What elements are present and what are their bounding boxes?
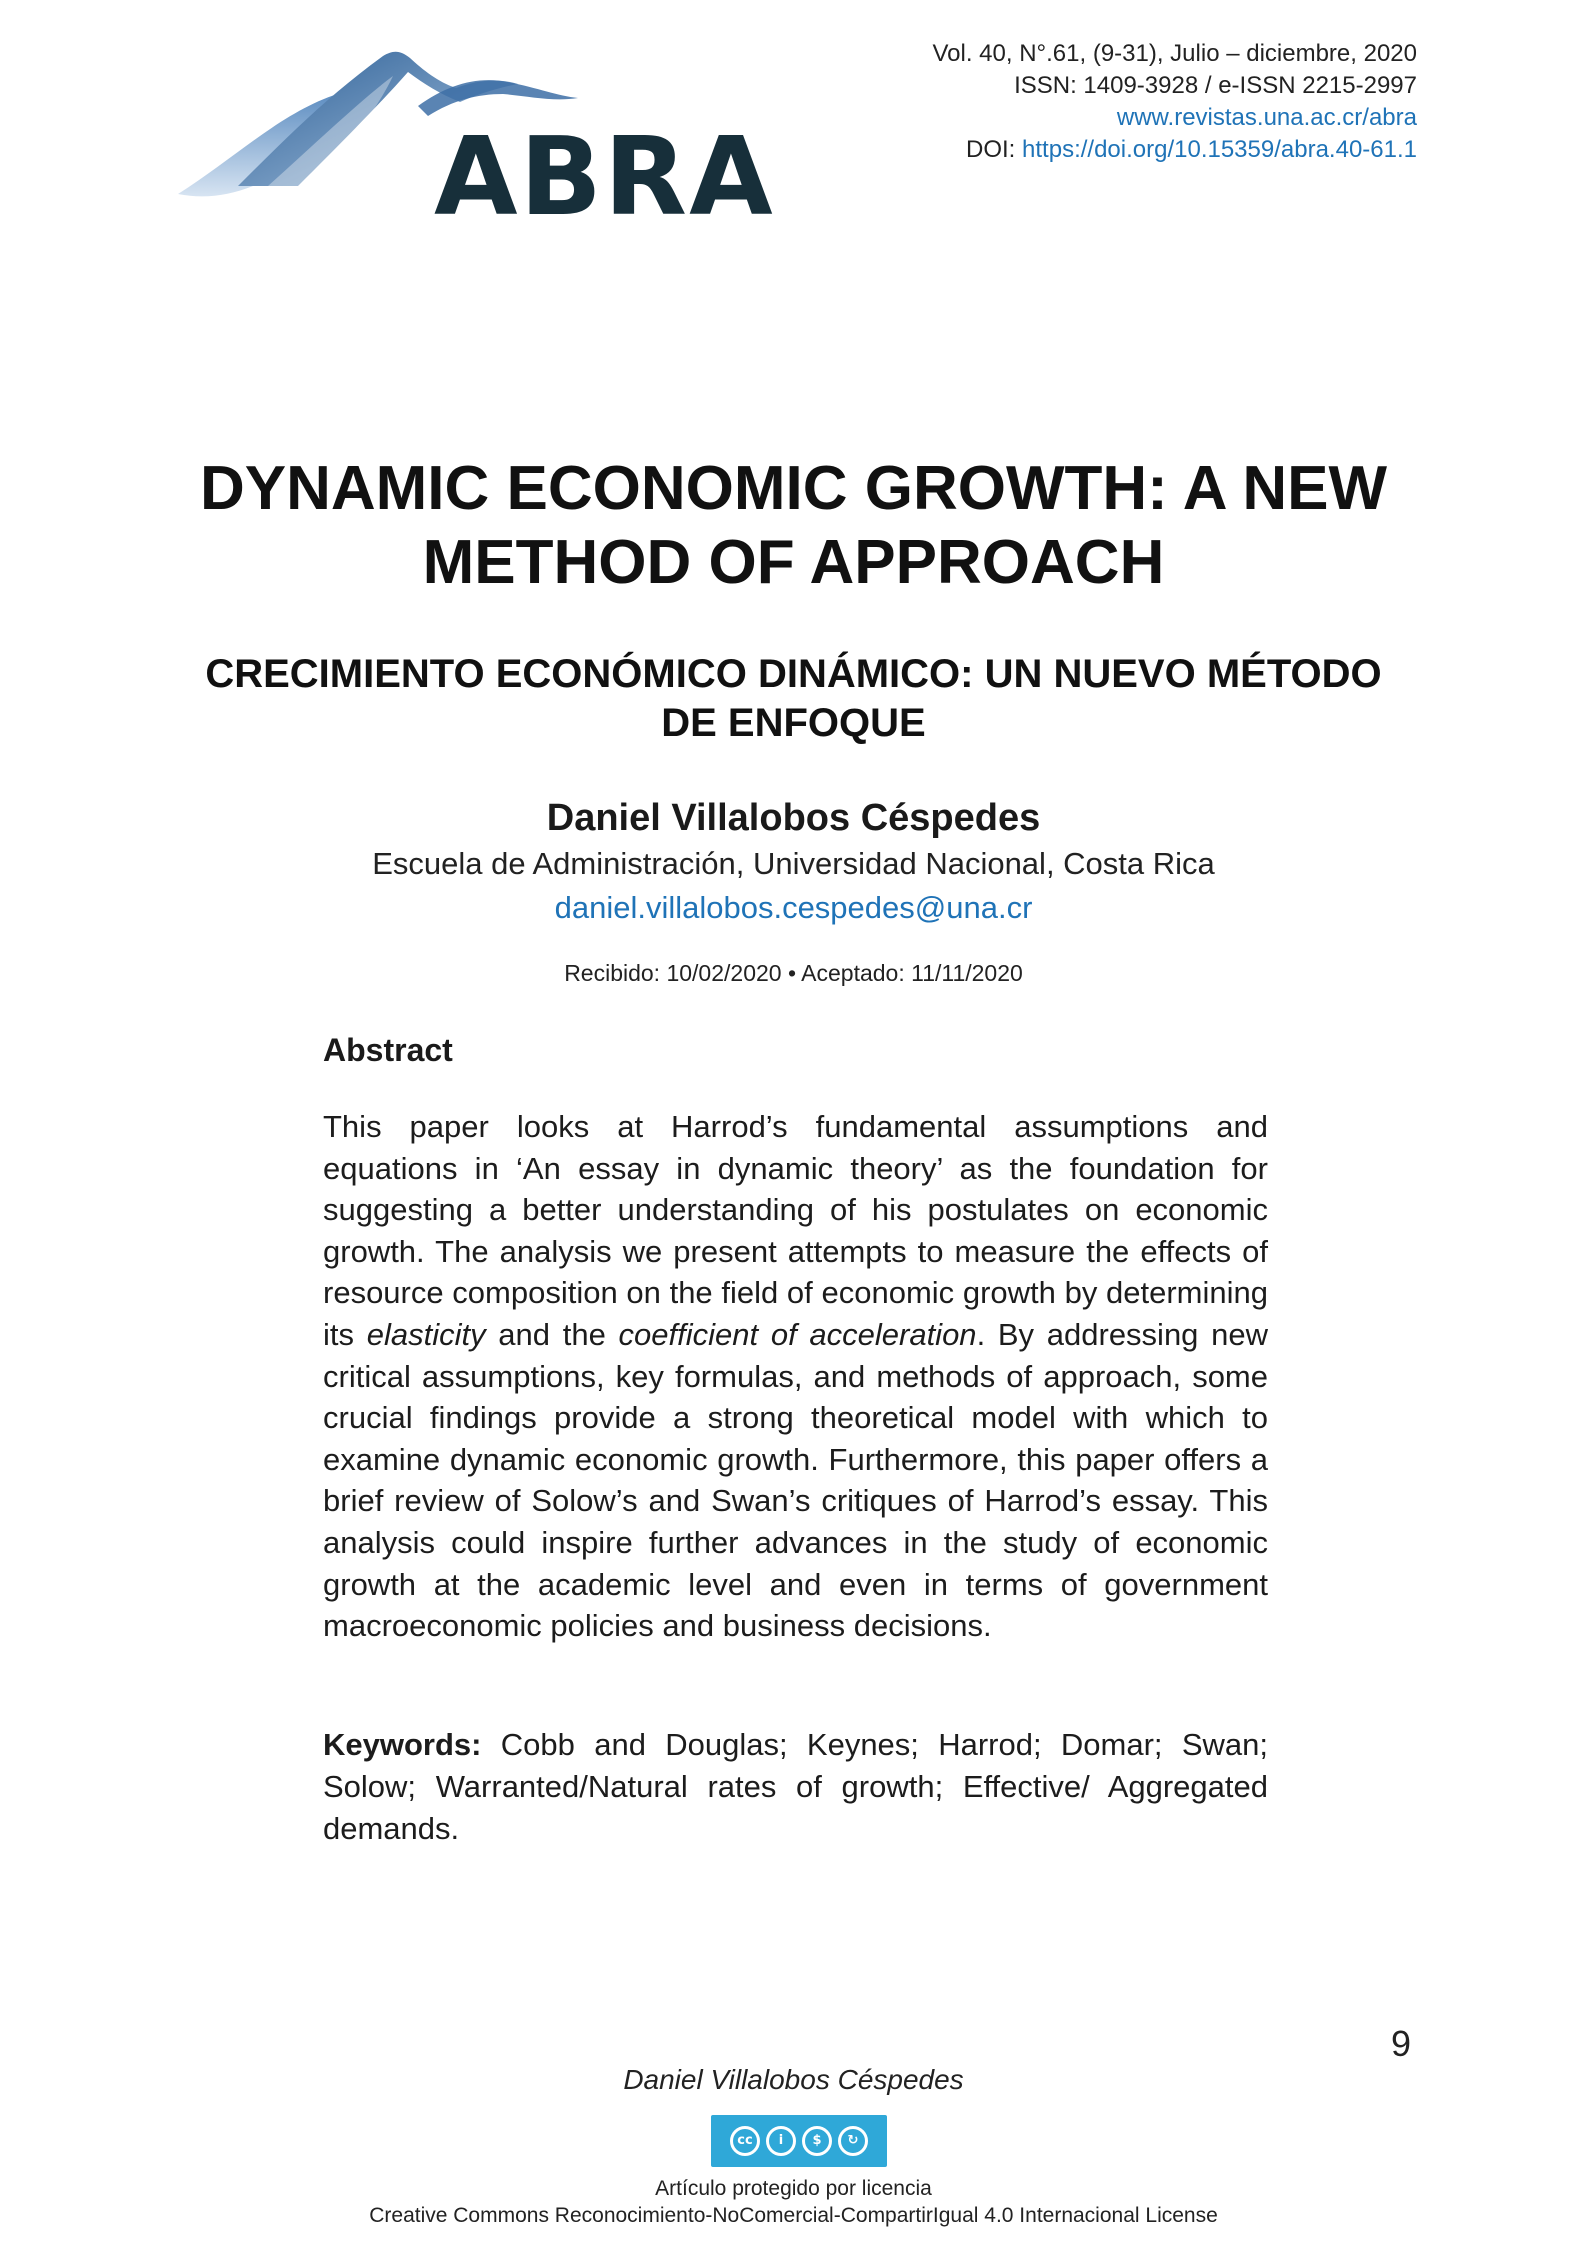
author-email-link[interactable]: daniel.villalobos.cespedes@una.cr bbox=[554, 890, 1033, 925]
journal-logo bbox=[178, 36, 775, 240]
abstract-text-1: This paper looks at Harrod’s fundamental assumptions and equations in ‘An essay in dynamic theory’ as the foundation for suggesting a better understanding of his postulates on economic growth. The analysis we present attempts to measure the effects of resource composition on the field of economic growth by determining its bbox=[323, 1109, 1268, 1352]
doi-line bbox=[932, 134, 1417, 166]
keywords-label: Keywords: bbox=[323, 1727, 482, 1762]
nc-icon: $ bbox=[802, 2126, 832, 2156]
cc-license-badge[interactable] bbox=[711, 2115, 887, 2167]
author-name: Daniel Villalobos Céspedes bbox=[546, 797, 1041, 839]
abstract-body bbox=[323, 1106, 1268, 1647]
paper-title-english bbox=[150, 452, 1437, 600]
keywords bbox=[323, 1724, 1268, 1850]
title-en-line-2: METHOD OF APPROACH bbox=[422, 528, 1165, 597]
cc-icon: cc bbox=[730, 2126, 760, 2156]
abstract-text-3: . By addressing new critical assumptions, key formulas, and methods of approach, some crucial findings provide a strong theoretical model with which to examine dynamic economic growth. Furthermore, this paper offers a brief review of Solow’s and Swan’s critiques of Harrod’s essay. This analysis could inspire further advances in the study of economic growth at the academic level and even in terms of government macroeconomic policies and business decisions. bbox=[323, 1316, 1269, 1644]
paper-title-spanish bbox=[150, 650, 1437, 748]
logo-wordmark: ABRA bbox=[434, 115, 775, 240]
abstract-text-2: and the bbox=[485, 1316, 619, 1352]
doi-label: DOI: bbox=[966, 136, 1016, 163]
volume-line: Vol. 40, N°.61, (9-31), Julio – diciembre, 2020 bbox=[932, 40, 1417, 67]
abstract-emphasis-elasticity: elasticity bbox=[366, 1316, 486, 1352]
website-link[interactable]: www.revistas.una.ac.cr/abra bbox=[1116, 104, 1417, 131]
author-affiliation: Escuela de Administración, Universidad Nacional, Costa Rica bbox=[372, 846, 1215, 881]
by-icon: i bbox=[766, 2126, 796, 2156]
received-accepted-dates: Recibido: 10/02/2020 • Aceptado: 11/11/2020 bbox=[564, 960, 1023, 986]
title-es-line-2: DE ENFOQUE bbox=[661, 701, 926, 745]
journal-info bbox=[932, 38, 1417, 166]
sa-icon: ↻ bbox=[838, 2126, 868, 2156]
abstract-heading: Abstract bbox=[323, 1032, 453, 1068]
page-number: 9 bbox=[1390, 2023, 1411, 2064]
doi-link[interactable]: https://doi.org/10.15359/abra.40-61.1 bbox=[1022, 136, 1417, 163]
keywords-text: Cobb and Douglas; Keynes; Harrod; Domar; Swan; Solow; Warranted/Natural rates of growth; Effective/ Aggregated demands. bbox=[323, 1727, 1268, 1846]
issn-line: ISSN: 1409-3928 / e-ISSN 2215-2997 bbox=[1014, 72, 1417, 99]
title-es-line-1: CRECIMIENTO ECONÓMICO DINÁMICO: UN NUEVO MÉTODO bbox=[205, 652, 1382, 696]
abstract-emphasis-coefficient: coefficient of acceleration bbox=[618, 1316, 977, 1352]
license-line-1: Artículo protegido por licencia bbox=[655, 2177, 932, 2200]
title-en-line-1: DYNAMIC ECONOMIC GROWTH: A NEW bbox=[199, 454, 1388, 523]
footer-author: Daniel Villalobos Céspedes bbox=[623, 2064, 964, 2095]
license-line-2[interactable]: Creative Commons Reconocimiento-NoComercial-CompartirIgual 4.0 Internacional License bbox=[369, 2204, 1218, 2227]
